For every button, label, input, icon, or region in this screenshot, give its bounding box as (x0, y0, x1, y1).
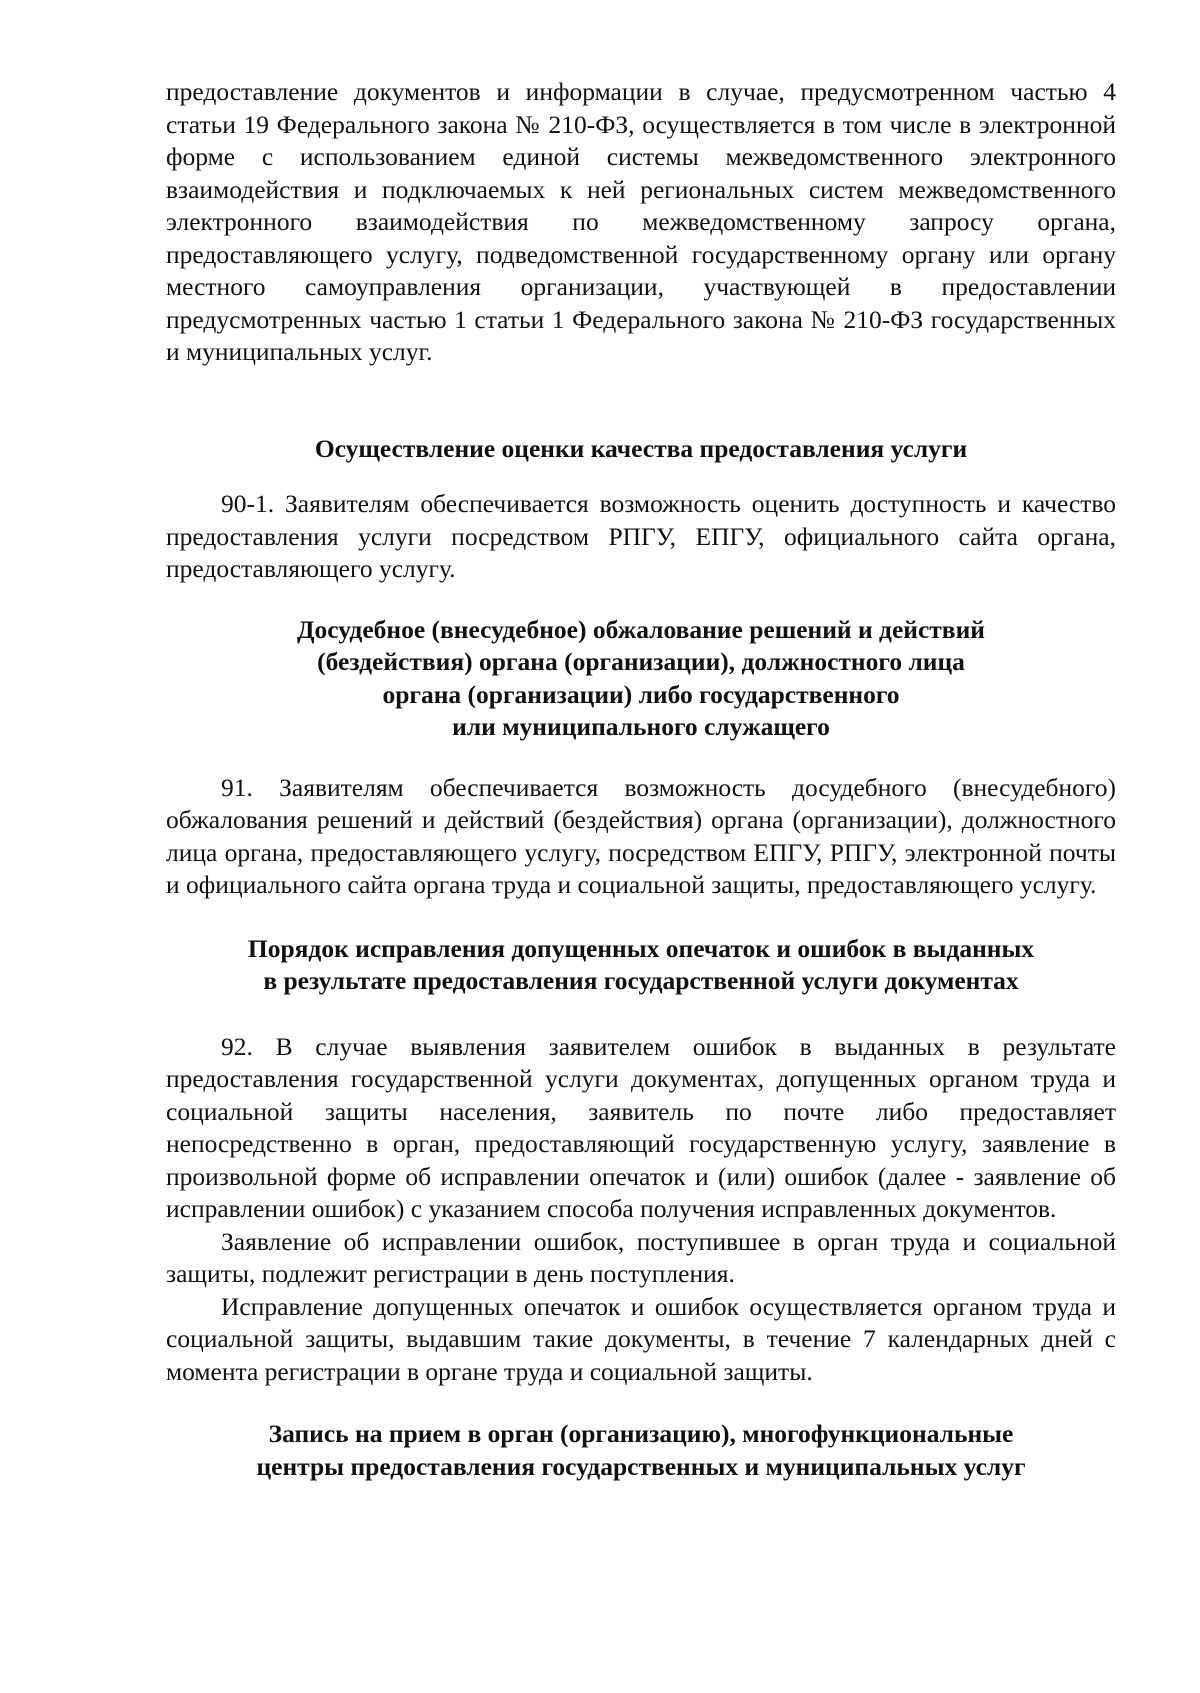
heading-line: (бездействия) органа (организации), должностного лица (317, 647, 965, 676)
paragraph-90-1: 90-1. Заявителям обеспечивается возможность оценить доступность и качество предоставления услуги посредством РПГУ, ЕПГУ, официального сайта органа, предоставляющего услугу. (166, 489, 1116, 583)
heading-line: Порядок исправления допущенных опечаток и ошибок в выданных (247, 933, 1035, 963)
heading-line: органа (организации) либо государственного (382, 679, 900, 709)
paragraph-91: 91. Заявителям обеспечивается возможность досудебного (внесудебного) обжалования решений и действий (бездействия) органа (организации), должностного лица органа, предоставляющего услугу, посредством ЕПГУ, РПГУ, электронной почты и официального сайта органа труда и социальной защиты, предоставляющего услугу. (166, 772, 1116, 899)
document-page (166, 76, 1116, 1483)
section-heading-pretrial-appeal (166, 614, 1116, 744)
heading-line: Досудебное (внесудебное) обжалование решений и действий (297, 614, 985, 644)
heading-line: Запись на прием в орган (организацию), многофункциональные (268, 1419, 1014, 1448)
section-heading-quality-assessment (166, 433, 1116, 466)
heading-line: в результате предоставления государственной услуги документах (263, 966, 1019, 995)
paragraph-92: 92. В случае выявления заявителем ошибок в выданных в результате предоставления государственной услуги документах, допущенных органом труда и социальной защиты населения, заявитель по почте либо предоставляет непосредственно в орган, предоставляющий государственную услугу, заявление в произвольной форме об исправлении опечаток и (или) ошибок (далее - заявление об исправлении ошибок) с указанием способа получения исправленных документов. (166, 1031, 1116, 1223)
paragraph-92-registration: Заявление об исправлении ошибок, поступившее в орган труда и социальной защиты, подлежит регистрации в день поступления. (166, 1226, 1116, 1288)
heading-line: Осуществление оценки качества предоставления услуги (314, 433, 968, 463)
heading-line: центры предоставления государственных и муниципальных услуг (256, 1451, 1026, 1481)
section-heading-appointment-booking (166, 1418, 1116, 1483)
section-heading-error-correction (166, 933, 1116, 998)
paragraph-92-correction-term: Исправление допущенных опечаток и ошибок осуществляется органом труда и социальной защиты, выдавшим такие документы, в течение 7 календарных дней с момента регистрации в органе труда и социальной защиты. (166, 1291, 1116, 1386)
heading-line: или муниципального служащего (452, 712, 830, 741)
intro-paragraph: предоставление документов и информации в случае, предусмотренном частью 4 статьи 19 Федерального закона № 210-ФЗ, осуществляется в том числе в электронной форме с использованием единой системы межведомственного электронного взаимодействия и подключаемых к ней региональных систем межведомственного электронного взаимодействия по межведомственному запросу органа, предоставляющего услугу, подведомственной государственному органу или органу местного самоуправления организации, участвующей в предоставлении предусмотренных частью 1 статьи 1 Федерального закона № 210-ФЗ государственных и муниципальных услуг. (166, 77, 1116, 366)
